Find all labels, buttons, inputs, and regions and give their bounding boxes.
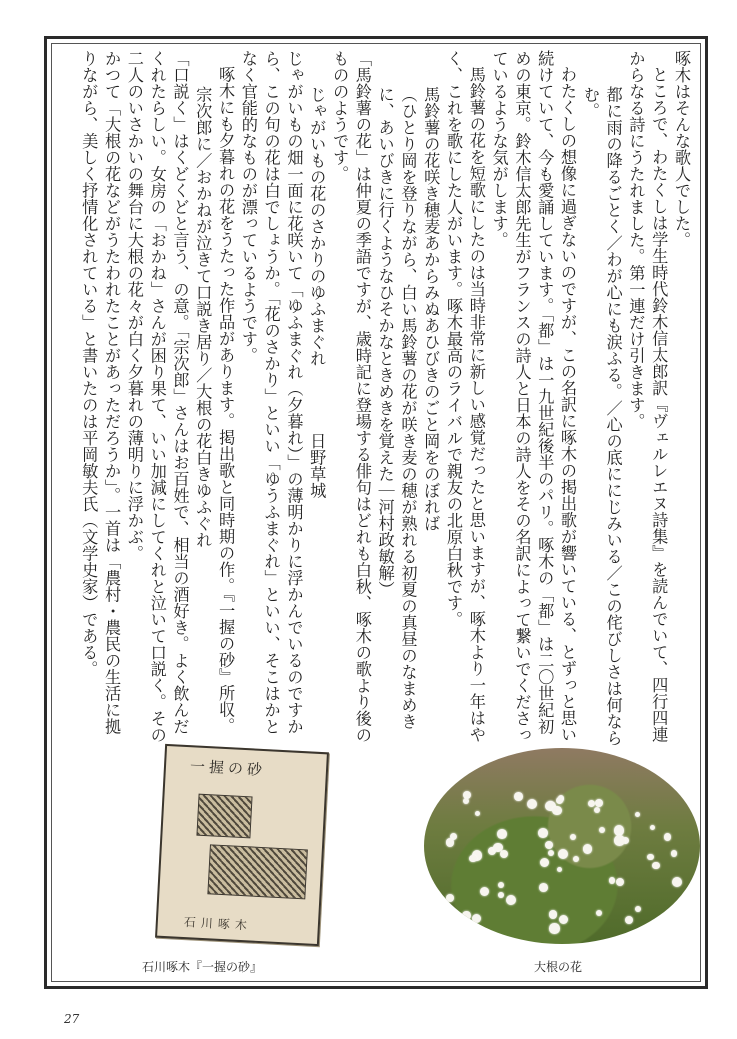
flower-blossom xyxy=(514,792,523,801)
flower-blossom xyxy=(539,883,548,892)
page-number: 27 xyxy=(64,1012,80,1026)
book-cover-title: 一握の砂 xyxy=(189,757,267,780)
poem-hakushu-commentary: （ひとり岡を登りながら、白い馬鈴薯の花が咲き麦の穂が熟れる初夏の真昼のなまめきに、あいびきに行くようなひそかなときめきを覚えた｜河村政敏解） xyxy=(375,85,418,730)
flower-blossom xyxy=(556,797,563,804)
flower-blossom xyxy=(559,915,568,924)
flower-blossom xyxy=(475,811,480,816)
cover-decoration xyxy=(196,794,252,839)
poem-verlaine: 都に雨の降るごとく／わが心にも涙ふる。／心の底ににじみいる／この侘びしさは何ならむ。 xyxy=(580,85,623,746)
caption-book-cover: 石川啄木『一握の砂』 xyxy=(142,960,263,974)
paragraph-7: 啄木にも夕暮れの花をうたった作品があります。掲出歌と同時期の作。『一握の砂』所収。 xyxy=(216,66,236,735)
paragraph-1: 啄木はそんな歌人でした。 xyxy=(672,50,691,248)
flower-blossom xyxy=(557,867,563,873)
flower-blossom xyxy=(599,827,605,833)
poem-takuboku: 宗次郎に／おかねが泣きて口説き居り／大根の花白きゆふぐれ xyxy=(193,85,213,548)
paragraph-9: かつて「大根の花などがうたわれたことがあっただろうか」。一首は「農村・農民の生活に拠りながら、美しく抒情化されている」と書いたのは平岡敏夫氏（文学史家）である。 xyxy=(79,50,122,735)
paragraph-3: わたくしの想像に過ぎないのですが、この名訳に啄木の掲出歌が響いている、とずっと思い続けていて、今も愛誦しています。「都」は一九世紀後半のパリ。啄木の「都」は二〇世紀初めの東京。鈴木信太郎先生がフランスの詩人と日本の詩人をその名訳によって繋いでくださっているような気がします。 xyxy=(489,50,578,743)
flower-blossom xyxy=(672,877,682,887)
flower-blossom xyxy=(480,887,489,896)
flower-blossom xyxy=(472,914,481,923)
paragraph-4: 馬鈴薯の花を短歌にしたのは当時非常に新しい感覚だったと思いますが、啄木より一年はやく、これを歌にした人がいます。啄木最高のライバルで親友の北原白秋です。 xyxy=(444,50,486,743)
flower-blossom xyxy=(548,850,555,857)
poem-hakushu: 馬鈴薯の花咲き穂麦あからみぬあひびきのごと岡をのぼれば xyxy=(421,85,441,532)
flower-blossom xyxy=(588,800,595,807)
flower-blossom xyxy=(463,798,469,804)
flower-blossom xyxy=(549,923,559,933)
flower-blossom xyxy=(652,862,660,870)
flower-blossom xyxy=(594,807,600,813)
flower-blossom xyxy=(616,878,624,886)
flower-blossom xyxy=(538,828,548,838)
flower-blossom xyxy=(664,833,672,841)
flower-blossom xyxy=(667,918,677,928)
book-cover-author: 石川啄木 xyxy=(183,915,253,933)
paragraph-2: ところで、わたくしは学生時代鈴木信太郎訳『ヴェルレエヌ詩集』を読んでいて、四行四連からなる詩にうたれました。第一連だけ引きます。 xyxy=(626,50,669,743)
flower-blossom xyxy=(540,858,549,867)
flower-blossom xyxy=(497,829,507,839)
flower-blossom xyxy=(647,854,653,860)
flower-blossom xyxy=(545,841,553,849)
flower-blossom xyxy=(446,838,455,847)
flower-blossom xyxy=(650,825,655,830)
cover-decoration xyxy=(207,844,307,899)
book-cover-image xyxy=(155,744,329,946)
flower-blossom xyxy=(671,850,677,856)
flower-blossom xyxy=(446,894,454,902)
paragraph-5: 「馬鈴薯の花」は仲夏の季語ですが、歳時記に登場する俳句はどれも白秋、啄木の歌より後のもののようです。 xyxy=(330,50,372,743)
flower-blossom xyxy=(583,844,593,854)
haiku-sojo: じゃがいもの花のさかりのゆふまぐれ 日野草城 xyxy=(307,85,327,499)
flower-blossom xyxy=(614,835,625,846)
flower-blossom xyxy=(500,850,508,858)
flower-blossom xyxy=(493,843,502,852)
flower-blossom xyxy=(498,892,504,898)
vertical-text-block xyxy=(66,50,692,750)
paragraph-6: じゃがいもの畑一面に花咲いて「ゆふまぐれ（夕暮れ）」の薄明かりに浮かんでいるのですから、この句の花は白でしょうか。「花のさかり」といい「ゆうふまぐれ」といい、そこはかとなく官能的なものが漂っているようです。 xyxy=(238,50,304,735)
flower-blossom xyxy=(595,799,603,807)
flower-blossom xyxy=(558,849,568,859)
flower-blossom xyxy=(462,918,468,924)
caption-flower-photo: 大根の花 xyxy=(534,960,583,974)
flower-blossom xyxy=(609,877,616,884)
flower-blossom xyxy=(625,916,633,924)
flower-blossom xyxy=(570,834,576,840)
flower-blossom xyxy=(635,906,641,912)
daikon-flower-photo xyxy=(424,748,700,944)
flower-blossom xyxy=(506,895,516,905)
flower-blossom xyxy=(573,856,579,862)
flower-blossom xyxy=(498,882,504,888)
flower-blossom xyxy=(469,855,476,862)
flower-blossom xyxy=(549,910,558,919)
flower-blossom xyxy=(596,910,602,916)
flower-blossom xyxy=(527,799,537,809)
flower-blossom xyxy=(552,806,562,816)
paragraph-8: 「口説く」はくどくどと言う、の意。「宗次郎」さんはお百姓で、相当の酒好き。よく飲んだくれたらしい。女房の「おかね」さんが困り果て、いい加減にしてくれと泣いて口説く。その二人のいさかいの舞台に大根の花々が白く夕暮れの薄明りに浮かぶ。 xyxy=(124,50,190,743)
flower-blossom xyxy=(635,812,640,817)
